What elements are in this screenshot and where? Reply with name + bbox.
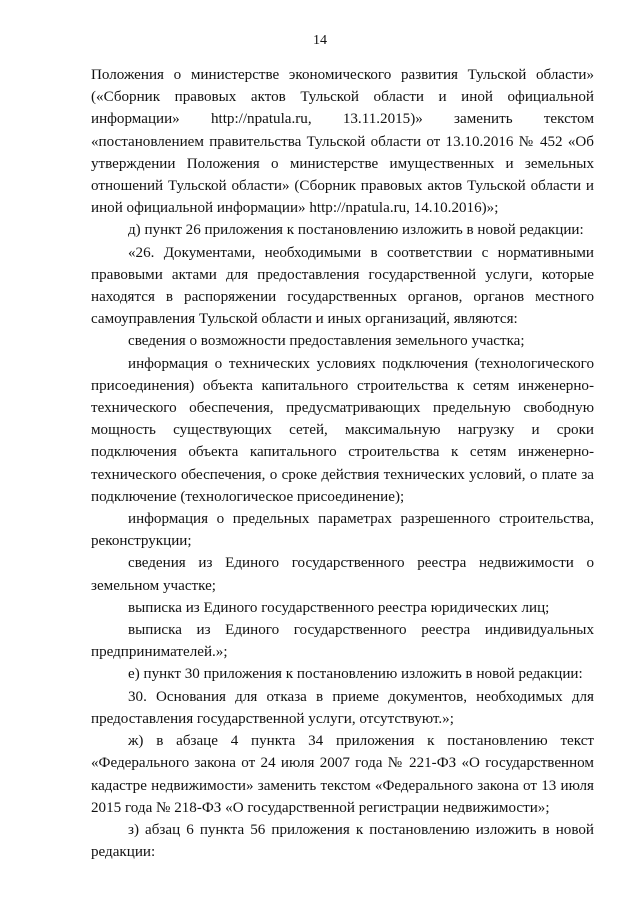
paragraph: выписка из Единого государственного реестра юридических лиц; — [128, 599, 550, 616]
paragraph: выписка из Единого государственного реестра индивидуальных предпринимателей.»; — [91, 622, 594, 661]
paragraph: информация о предельных параметрах разрешенного строительства, реконструкции; — [91, 511, 594, 550]
paragraph: информация о технических условиях подключения (технологического присоединения) объекта капитального строительства к сетям инженерно-технического обеспечения, предусматривающих предельную свободную мощность существующих сетей, максимальную нагрузку и сроки подключения объекта капитального строительства к сетям инженерно-технического обеспечения, о сроке действия технических условий, о плате за подключение (технологическое присоединение); — [91, 355, 594, 505]
paragraph: Положения о министерстве экономического развития Тульской области» («Сборник правовых актов Тульской области и иной официальной информации» http://npatula.ru, 13.11.2015)» заменить текстом «постановлением правительства Тульской области от 13.10.2016 № 452 «Об утверждении Положения о министерстве имущественных и земельных отношений Тульской области» (Сборник правовых актов Тульской области и иной официальной информации» http://npatula.ru, 14.10.2016)»; — [91, 67, 594, 217]
paragraph: «26. Документами, необходимыми в соответствии с нормативными правовыми актами для предоставления государственной услуги, которые находятся в распоряжении государственных органов, органов местного самоуправления Тульской области и иных организаций, являются: — [91, 244, 594, 328]
paragraph: сведения из Единого государственного реестра недвижимости о земельном участке; — [91, 555, 594, 594]
paragraph: д) пункт 26 приложения к постановлению изложить в новой редакции: — [128, 222, 584, 239]
document-body — [91, 64, 594, 863]
paragraph: 30. Основания для отказа в приеме документов, необходимых для предоставления государственной услуги, отсутствуют.»; — [91, 688, 594, 727]
paragraph: з) абзац 6 пункта 56 приложения к постановлению изложить в новой редакции: — [91, 821, 594, 861]
page-number: 14 — [313, 33, 327, 48]
paragraph: е) пункт 30 приложения к постановлению изложить в новой редакции: — [128, 666, 583, 683]
paragraph: сведения о возможности предоставления земельного участка; — [128, 333, 525, 350]
paragraph: ж) в абзаце 4 пункта 34 приложения к постановлению текст «Федерального закона от 24 июля 2007 года № 221-ФЗ «О государственном кадастре недвижимости» заменить текстом «Федерального закона от 13 июля 2015 года № 218-ФЗ «О государственной регистрации недвижимости»; — [91, 733, 594, 816]
